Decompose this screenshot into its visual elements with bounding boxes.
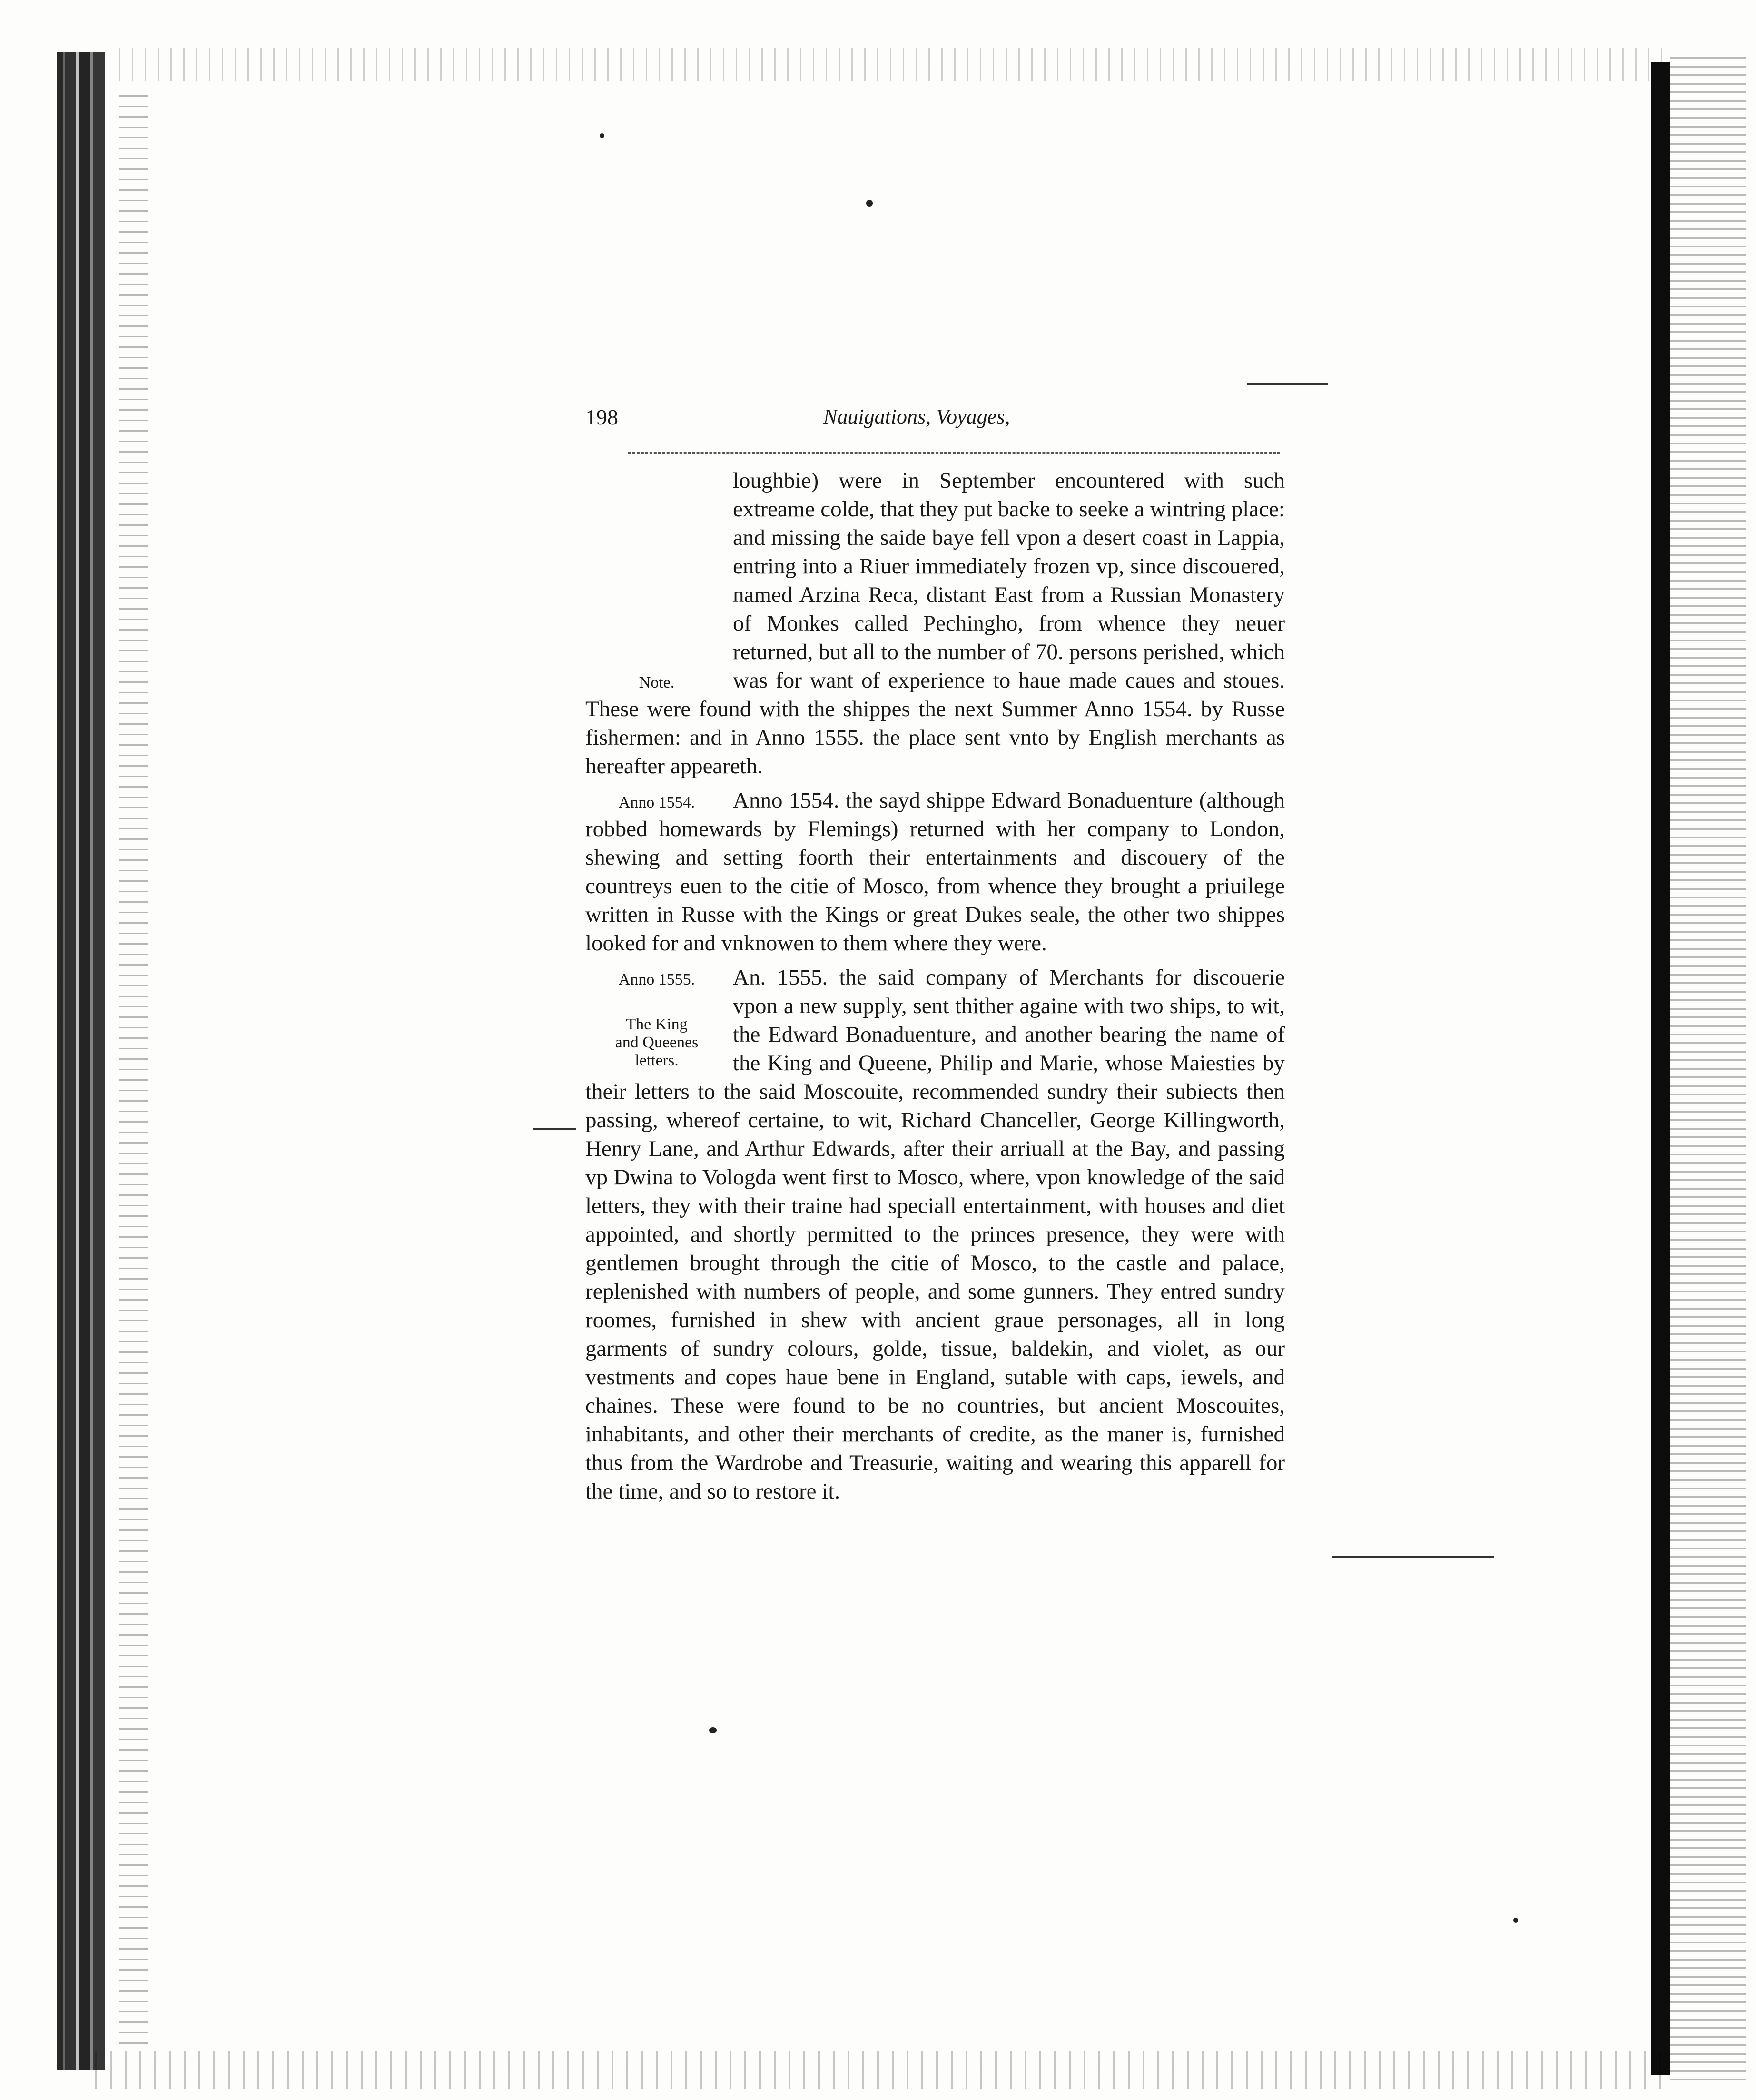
running-title: Nauigations, Voyages, <box>823 405 1010 428</box>
header-rule <box>628 452 1280 455</box>
paragraph-3 <box>585 963 1285 1506</box>
margin-note-anno-1554: Anno 1554. <box>618 794 695 811</box>
margin-note-king-queen: The King and Queenes letters. <box>615 1015 699 1069</box>
paragraph-2 <box>585 786 1285 957</box>
dust-speck <box>600 133 604 138</box>
margin-note-note: Note. <box>639 674 675 691</box>
page-content <box>585 404 1285 1504</box>
stray-mark <box>533 1128 576 1130</box>
scan-edge-left <box>57 52 128 2070</box>
scan-noise-right <box>1670 57 1746 2084</box>
stray-mark <box>1247 383 1328 385</box>
running-head <box>585 404 1285 433</box>
dust-speck <box>709 1727 717 1733</box>
paragraph-1-text: loughbie) were in September encountered with such extreame colde, that they put backe to seeke a wintring place: and missing the saide baye fell vpon a desert coast in Lappia, entring into a Riuer immediately frozen vp, since discouered, named Arzina Reca, distant East from a Russian Monastery of Monkes called Pechingho, from whence they neuer returned, but all to the number of 70. persons perished, which was for want of experience to haue made caues and stoues. These were found with the shippes the next Summer Anno 1554. by Russe fishermen: and in Anno 1555. the place sent vnto by English merchants as hereafter appeareth. <box>585 468 1285 779</box>
dust-speck <box>1513 1918 1518 1923</box>
paragraph-2-text: Anno 1554. the sayd shippe Edward Bonaduenture (although robbed homewards by Flemings) returned with her company to London, shewing and setting foorth their entertainments and discouery of the countreys euen to the citie of Mosco, from whence they brought a priuilege written in Russe with the Kings or great Dukes seale, the other two shippes looked for and vnknowen to them where they were. <box>585 788 1285 956</box>
margin-note-anno-1555: Anno 1555. <box>618 971 695 988</box>
scan-edge-right <box>1651 62 1670 2075</box>
scan-noise-left <box>119 95 148 2046</box>
paragraph-3-text: An. 1555. the said company of Merchants for discouerie vpon a new supply, sent thither againe with two ships, to wit, the Edward Bonaduenture, and another bearing the name of the King and Queene, Philip and Marie, whose Maiesties by their letters to the said Moscouite, recommended sundry their subiects then passing, whereof certaine, to wit, Richard Chanceller, George Killingworth, Henry Lane, and Arthur Edwards, after their arriuall at the Bay, and passing vp Dwina to Vologda went first to Mosco, where, vpon knowledge of the said letters, they with their traine had speciall entertainment, with houses and diet appointed, and shortly permitted to the princes presence, they were with gentlemen brought through the citie of Mosco, to the castle and palace, replenished with numbers of people, and some gunners. They entred sundry roomes, furnished in shew with ancient graue personages, all in long garments of sundry colours, golde, tissue, baldekin, and violet, as our vestments and copes haue bene in England, sutable with caps, iewels, and chaines. These were found to be no countries, but ancient Moscouites, inhabitants, and other their merchants of credite, as the maner is, furnished thus from the Wardrobe and Treasurie, waiting and wearing this apparell for the time, and so to restore it. <box>585 965 1285 1504</box>
page-number: 198 <box>585 405 618 429</box>
body-text <box>585 466 1285 1506</box>
stray-mark <box>1332 1556 1494 1558</box>
scan-edge-top <box>119 48 1666 81</box>
paragraph-1 <box>585 466 1285 780</box>
dust-speck <box>866 200 873 207</box>
scan-edge-bottom <box>95 2051 1666 2089</box>
